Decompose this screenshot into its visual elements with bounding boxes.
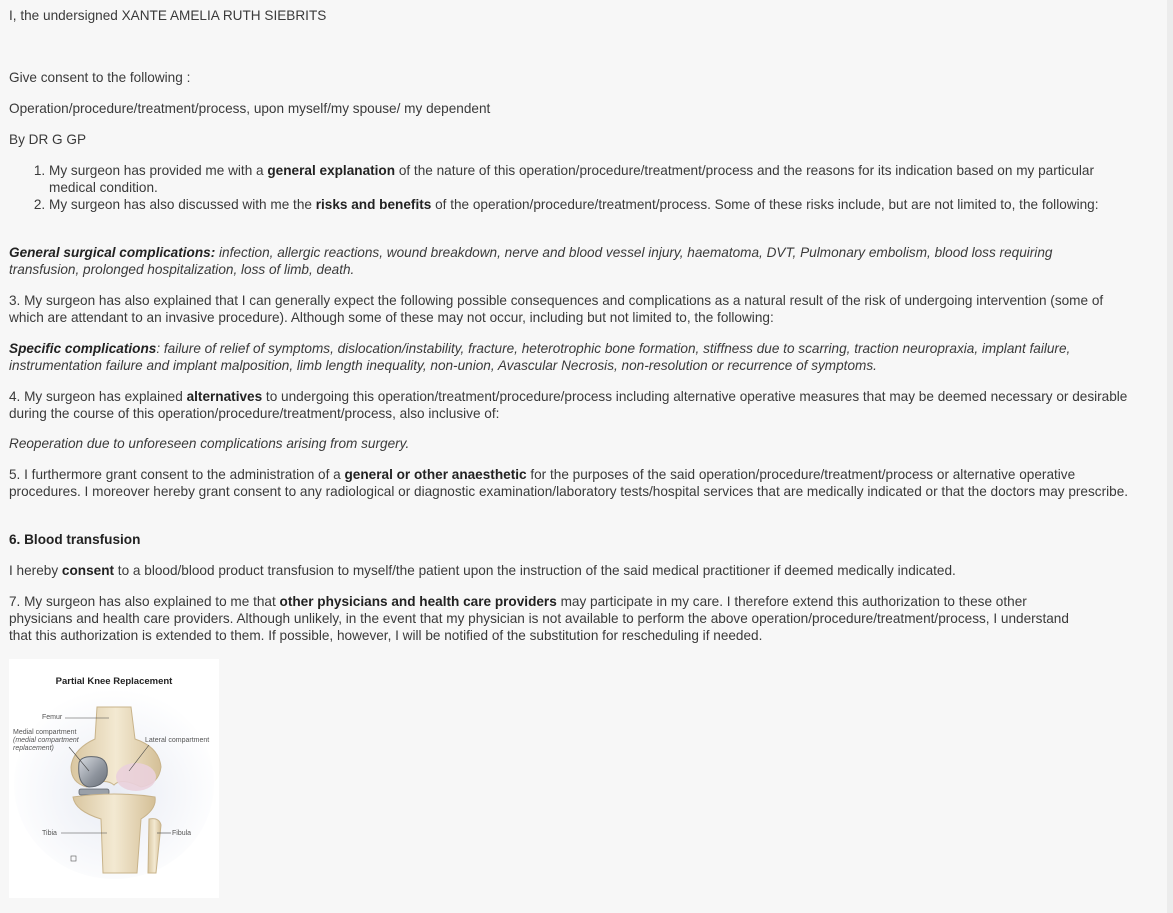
knee-illustration xyxy=(9,659,219,898)
blood-text-pre: I hereby xyxy=(9,563,62,578)
list-item-1-post: of the nature of this operation/procedure/treatment/process and the reasons for its indication based on my particular medical condition. xyxy=(49,163,1095,195)
label-medial: Medial compartment xyxy=(13,729,77,736)
blood-transfusion-heading-text: 6. Blood transfusion xyxy=(9,532,141,547)
specific-complications-heading: Specific complications xyxy=(9,341,157,356)
femoral-implant xyxy=(79,757,108,787)
paragraph-5 xyxy=(9,466,1138,500)
paragraph-7 xyxy=(9,593,1088,644)
list-item-2-post: of the operation/procedure/treatment/process. Some of these risks include, but are not limited to, the following: xyxy=(431,197,1099,212)
list-item-1-bold: general explanation xyxy=(267,163,396,178)
label-lateral: Lateral compartment xyxy=(145,737,210,744)
blood-text-bold: consent xyxy=(61,563,115,578)
paragraph-4-bold: alternatives xyxy=(186,389,263,404)
figure-title: Partial Knee Replacement xyxy=(55,676,173,687)
paragraph-4-pre: 4. My surgeon has explained xyxy=(9,389,187,404)
label-tibia: Tibia xyxy=(42,830,57,837)
paragraph-5-pre: 5. I furthermore grant consent to the administration of a xyxy=(9,467,345,482)
paragraph-5-post: for the purposes of the said operation/procedure/treatment/process or alternative operative procedures. I moreover hereby grant consent to any radiological or diagnostic examination/laboratory tests/hospital services that are medically indicated or that the doctors may prescribe. xyxy=(9,467,1129,499)
paragraph-7-pre: 7. My surgeon has also explained to me that xyxy=(9,594,280,609)
general-complications-heading: General surgical complications: xyxy=(9,245,216,260)
blood-transfusion-heading xyxy=(9,531,1143,548)
vertical-scrollbar[interactable] xyxy=(1167,0,1173,913)
operation-line xyxy=(9,100,1143,117)
general-complications-text: infection, allergic reactions, wound breakdown, nerve and blood vessel injury, haematoma, DVT, Pulmonary embolism, blood loss requiring transfusion, prolonged hospitalization, loss of limb, death. xyxy=(9,245,1053,277)
blood-text-post: to a blood/blood product transfusion to myself/the patient upon the instruction of the said medical practitioner if deemed medically indicated. xyxy=(114,563,956,578)
specific-complications xyxy=(9,340,1118,374)
paragraph-7-bold: other physicians and health care providers xyxy=(279,594,557,609)
specific-complications-text: : failure of relief of symptoms, dislocation/instability, fracture, heterotrophic bone formation, stiffness due to scarring, traction neuropraxia, implant failure, instrumentation failure and implant malposition, limb length inequality, non-union, Avascular Necrosis, non-resolution or recurrence of symptoms. xyxy=(9,341,1071,373)
operation-text: Operation/procedure/treatment/process, upon myself/my spouse/ my dependent xyxy=(9,101,491,116)
knee-replacement-figure xyxy=(9,659,219,898)
list-item-1 xyxy=(49,162,1133,196)
list-item-2 xyxy=(49,196,1133,213)
blood-transfusion-text xyxy=(9,562,1143,579)
paragraph-3: 3. My surgeon has also explained that I can generally expect the following possible consequences and complications as a natural result of the risk of undergoing intervention (some of which are attendant to an invasive procedure). Although some of these may not occur, including but not limited to, the following: xyxy=(9,293,1104,325)
lateral-cartilage xyxy=(116,763,156,791)
list-item-1-pre: My surgeon has provided me with a xyxy=(49,163,268,178)
numbered-list xyxy=(9,162,1133,213)
undersigned-line: I, the undersigned XANTE AMELIA RUTH SIEBRITS xyxy=(9,8,327,23)
paragraph-5-bold: general or other anaesthetic xyxy=(344,467,527,482)
paragraph-4-post: to undergoing this operation/treatment/procedure/process including alternative operative measures that may be deemed necessary or desirable during the course of this operation/procedure/treatment/process, also inclusive of: xyxy=(9,389,1128,421)
consent-intro: Give consent to the following : xyxy=(9,70,191,85)
label-fibula: Fibula xyxy=(172,830,192,837)
paragraph-7-post: may participate in my care. I therefore extend this authorization to these other physicians and health care providers. Although unlikely, in the event that my physician is not available to perform the above operation/procedure/treatment/process, I understand that this authorization is extended to them. If possible, however, I will be notified of the substitution for rescheduling if needed. xyxy=(9,594,1069,643)
paragraph-4 xyxy=(9,388,1148,422)
general-complications xyxy=(9,244,1118,278)
label-medial-sub: (medial compartment replacement) xyxy=(13,737,79,752)
list-item-2-pre: My surgeon has also discussed with me the xyxy=(49,197,316,212)
list-item-2-bold: risks and benefits xyxy=(315,197,432,212)
doctor-line: By DR G GP xyxy=(9,132,87,147)
label-femur: Femur xyxy=(42,714,63,721)
reoperation-line: Reoperation due to unforeseen complications arising from surgery. xyxy=(9,436,410,451)
